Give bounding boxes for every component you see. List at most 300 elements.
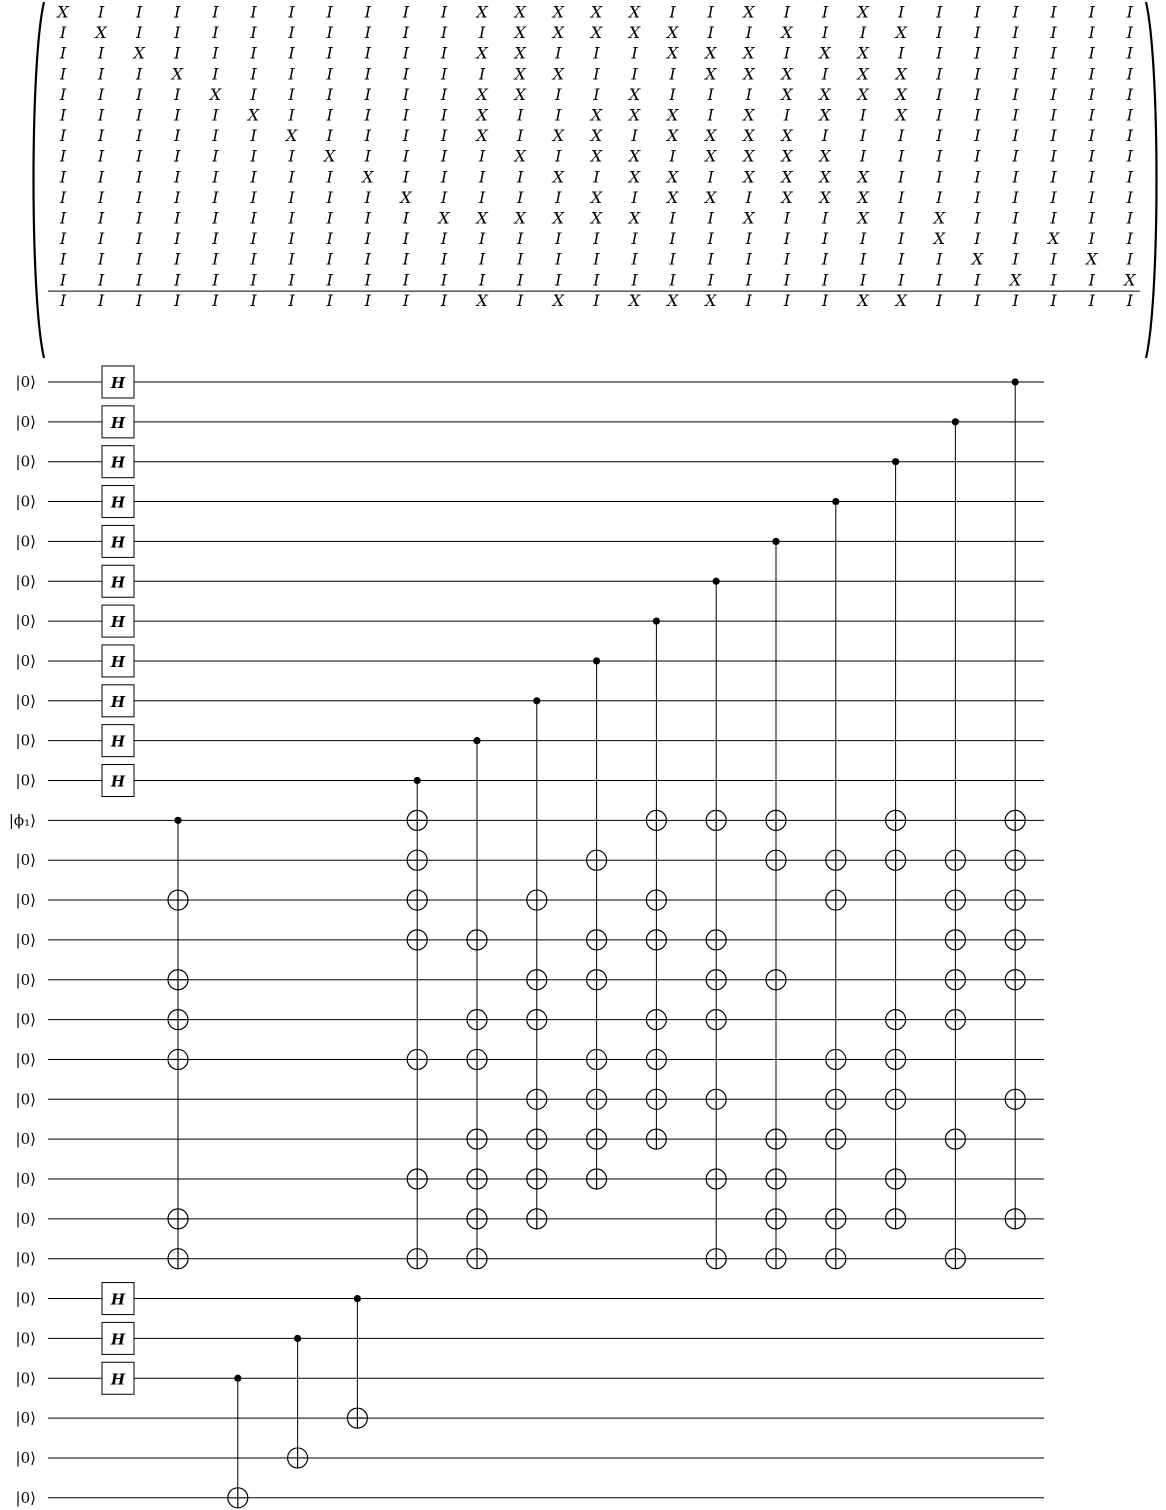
matrix-entry: I [440, 249, 448, 269]
matrix-entry: I [707, 270, 714, 290]
target-xor [945, 890, 965, 910]
matrix-entry: I [136, 146, 143, 166]
matrix-entry: I [821, 2, 829, 22]
matrix-entry: I [402, 23, 410, 43]
matrix-entry: I [783, 208, 791, 228]
matrix-entry: I [59, 126, 67, 146]
matrix-entry: I [669, 146, 676, 166]
matrix-entry: I [212, 43, 219, 63]
matrix-entry: I [97, 270, 105, 290]
target-xor [706, 1010, 726, 1030]
matrix-entry: X [1047, 229, 1060, 249]
qubit-label: |0⟩ [15, 1448, 36, 1467]
matrix-entry: I [250, 187, 257, 207]
target-xor [527, 890, 547, 910]
matrix-entry: X [514, 84, 526, 104]
matrix-entry: I [1012, 167, 1019, 187]
target-xor [168, 1249, 188, 1269]
matrix-entry: X [628, 208, 641, 228]
target-xor [467, 930, 487, 950]
target-xor [587, 930, 607, 950]
matrix-entry: I [669, 64, 676, 84]
matrix-entry: I [288, 146, 295, 166]
matrix-entry: I [288, 43, 295, 63]
matrix-entry: X [552, 208, 564, 228]
matrix-entry: X [895, 23, 907, 43]
matrix-entry: X [400, 187, 412, 207]
matrix-entry: I [174, 187, 181, 207]
matrix-entry: I [326, 126, 333, 146]
matrix-entry: I [593, 43, 600, 63]
qubit-label: |0⟩ [15, 1329, 36, 1348]
matrix-entry: X [476, 2, 488, 22]
matrix-entry: X [476, 105, 488, 125]
target-xor [886, 1169, 906, 1189]
matrix-entry: I [707, 23, 714, 43]
target-xor [826, 890, 846, 910]
matrix-entry: I [936, 84, 943, 104]
control-dot [952, 418, 959, 425]
matrix-entry: I [250, 43, 257, 63]
matrix-entry: I [517, 290, 524, 310]
matrix-entry: I [859, 23, 867, 43]
hadamard-label: H [110, 1290, 126, 1309]
matrix-entry: I [1050, 146, 1057, 166]
matrix-entry: I [707, 84, 714, 104]
matrix-entry: X [476, 126, 488, 146]
matrix-entry: I [1012, 2, 1019, 22]
matrix-entry: I [821, 270, 829, 290]
matrix-entry: I [1126, 208, 1133, 228]
qubit-label: |0⟩ [15, 1488, 36, 1507]
matrix-entry: I [364, 105, 371, 125]
matrix-entry: I [364, 270, 371, 290]
matrix-entry: X [819, 146, 831, 166]
matrix-entry: I [174, 146, 181, 166]
matrix-entry: I [97, 43, 105, 63]
hadamard-label: H [110, 374, 126, 392]
matrix-entry: I [555, 105, 562, 125]
matrix-entry: X [705, 146, 717, 166]
matrix-entry: I [745, 270, 752, 290]
matrix-entry: I [59, 105, 67, 125]
matrix-entry: I [974, 84, 981, 104]
matrix-entry: X [743, 2, 755, 22]
matrix-entry: I [1088, 167, 1095, 187]
matrix-entry: I [97, 126, 105, 146]
control-dot [713, 578, 720, 585]
matrix-entry: I [936, 105, 943, 125]
matrix-entry: X [705, 43, 717, 63]
matrix-entry: X [781, 126, 793, 146]
target-xor [407, 850, 427, 870]
matrix-entry: I [936, 290, 943, 310]
target-xor [407, 1049, 427, 1069]
matrix-entry: I [821, 249, 829, 269]
matrix-entry: I [974, 43, 981, 63]
target-xor [527, 1209, 547, 1229]
matrix-entry: I [136, 290, 143, 310]
target-xor [886, 810, 906, 830]
matrix-entry: I [936, 2, 943, 22]
matrix-entry: X [324, 146, 336, 166]
matrix-entry: I [517, 105, 524, 125]
target-xor [826, 1209, 846, 1229]
matrix-entry: I [250, 249, 257, 269]
matrix-entry: I [250, 208, 257, 228]
matrix-entry: X [438, 208, 450, 228]
matrix-entry: I [440, 187, 448, 207]
matrix-entry: X [628, 290, 641, 310]
matrix-entry: I [707, 2, 714, 22]
matrix-entry: I [631, 126, 638, 146]
matrix-entry: I [402, 126, 410, 146]
matrix-entry: I [936, 167, 943, 187]
matrix-entry: X [552, 290, 564, 310]
matrix-entry: I [593, 270, 600, 290]
matrix-entry: I [364, 84, 371, 104]
matrix-entry: I [59, 64, 67, 84]
target-xor [766, 1129, 786, 1149]
matrix-entry: X [819, 84, 831, 104]
matrix-entry: X [743, 126, 755, 146]
matrix-entry: I [97, 64, 105, 84]
matrix-entry: I [326, 249, 333, 269]
matrix-entry: I [859, 105, 867, 125]
matrix-entry: X [514, 43, 526, 63]
matrix-entry: I [326, 290, 333, 310]
target-xor [467, 1010, 487, 1030]
target-xor [945, 1129, 965, 1149]
matrix-entry: I [1050, 249, 1057, 269]
matrix-entry: I [212, 23, 219, 43]
matrix-entry: I [97, 290, 105, 310]
matrix-entry: I [898, 229, 905, 249]
target-xor [826, 1129, 846, 1149]
matrix-entry: I [1050, 43, 1057, 63]
matrix-entry: I [936, 270, 943, 290]
matrix-entry: X [590, 208, 603, 228]
matrix-entry: I [212, 146, 219, 166]
matrix-entry: I [478, 270, 486, 290]
matrix-entry: I [517, 229, 524, 249]
matrix-entry: I [1126, 2, 1133, 22]
matrix-entry: I [821, 229, 829, 249]
qubit-label: |0⟩ [15, 771, 36, 790]
matrix-entry: I [212, 187, 219, 207]
matrix-entry: I [898, 2, 905, 22]
matrix-entry: I [478, 23, 486, 43]
matrix-entry: X [628, 105, 641, 125]
matrix-entry: I [440, 23, 448, 43]
matrix-entry: I [59, 249, 67, 269]
matrix-entry: I [250, 146, 257, 166]
matrix-entry: I [974, 229, 981, 249]
matrix-entry: I [288, 249, 295, 269]
matrix-entry: I [783, 105, 791, 125]
matrix-entry: X [819, 43, 831, 63]
target-xor [646, 1089, 666, 1109]
qubit-label: |0⟩ [15, 731, 36, 750]
matrix-entry: I [402, 105, 410, 125]
matrix-entry: I [364, 64, 371, 84]
matrix-entry: I [174, 167, 181, 187]
qubit-label: |0⟩ [15, 1369, 36, 1388]
target-xor [467, 1129, 487, 1149]
matrix-entry: I [1050, 64, 1057, 84]
matrix-entry: I [136, 2, 143, 22]
matrix-entry: I [593, 229, 600, 249]
matrix-entry: X [628, 84, 641, 104]
target-xor [646, 890, 666, 910]
qubit-label: |0⟩ [15, 1409, 36, 1428]
matrix-entry: I [97, 146, 105, 166]
hadamard-label: H [110, 1370, 126, 1389]
matrix-entry: I [288, 290, 295, 310]
qubit-label: |0⟩ [15, 532, 36, 551]
hadamard-label: H [110, 493, 126, 512]
matrix-entry: I [212, 208, 219, 228]
matrix-entry: I [250, 167, 257, 187]
matrix-entry: I [136, 167, 143, 187]
matrix-entry: I [1126, 126, 1133, 146]
matrix-entry: I [1126, 290, 1133, 310]
matrix-entry: I [1126, 187, 1133, 207]
matrix-entry: I [136, 84, 143, 104]
matrix-entry: I [326, 23, 333, 43]
matrix-entry: I [212, 229, 219, 249]
qubit-label: |0⟩ [15, 970, 36, 989]
matrix-entry: X [552, 126, 564, 146]
hadamard-label: H [110, 692, 126, 711]
target-xor [766, 1169, 786, 1189]
target-xor [766, 850, 786, 870]
matrix-entry: I [1088, 229, 1095, 249]
matrix-entry: I [517, 270, 524, 290]
matrix-entry: X [857, 64, 869, 84]
target-xor [706, 1169, 726, 1189]
matrix-entry: X [895, 64, 907, 84]
matrix-entry: I [288, 64, 295, 84]
matrix-entry: I [859, 249, 867, 269]
control-dot [533, 697, 540, 704]
matrix-entry: I [631, 270, 638, 290]
hadamard-label: H [110, 1330, 126, 1349]
matrix-entry: I [821, 208, 829, 228]
matrix-entry: I [326, 43, 333, 63]
matrix-entry: I [1126, 229, 1133, 249]
matrix-entry: X [666, 126, 679, 146]
matrix-entry: I [593, 249, 600, 269]
matrix-entry: I [707, 167, 714, 187]
matrix-entry: X [514, 64, 526, 84]
target-xor [407, 810, 427, 830]
matrix-entry: I [783, 43, 791, 63]
matrix-entry: I [859, 229, 867, 249]
matrix-entry: I [59, 290, 67, 310]
matrix-entry: I [250, 229, 257, 249]
hadamard-label: H [110, 453, 126, 472]
matrix-entry: I [250, 23, 257, 43]
matrix-entry: I [326, 64, 333, 84]
matrix-entry: I [402, 249, 410, 269]
matrix-entry: I [1012, 187, 1019, 207]
control-dot [653, 618, 660, 625]
qubit-label: |0⟩ [15, 1289, 36, 1308]
matrix-entry: I [364, 23, 371, 43]
target-xor [826, 1249, 846, 1269]
qubit-label: |0⟩ [15, 612, 36, 631]
matrix-entry: I [59, 146, 67, 166]
matrix-entry: X [171, 64, 183, 84]
qubit-label: |0⟩ [15, 1050, 36, 1069]
matrix-entry: I [478, 64, 486, 84]
matrix-entry: I [1012, 126, 1019, 146]
matrix-entry: I [1088, 64, 1095, 84]
hadamard-label: H [110, 573, 126, 592]
matrix-entry: X [590, 187, 603, 207]
matrix-entry: I [478, 187, 486, 207]
matrix-entry: I [402, 229, 410, 249]
matrix-entry: I [1012, 146, 1019, 166]
matrix-entry: I [402, 290, 410, 310]
matrix-entry: I [783, 290, 791, 310]
matrix-entry: I [288, 270, 295, 290]
matrix-entry: I [326, 84, 333, 104]
hadamard-label: H [110, 772, 126, 791]
matrix-entry: I [1050, 167, 1057, 187]
matrix-entry: I [364, 229, 371, 249]
matrix-entry: I [974, 290, 981, 310]
target-xor [826, 1049, 846, 1069]
matrix-entry: X [552, 167, 564, 187]
matrix-entry: I [364, 290, 371, 310]
matrix-entry: I [1088, 270, 1095, 290]
target-xor [527, 1129, 547, 1149]
matrix-entry: X [247, 105, 260, 125]
matrix-entry: I [250, 270, 257, 290]
matrix-entry: X [819, 187, 831, 207]
target-xor [945, 1010, 965, 1030]
matrix-entry: I [288, 208, 295, 228]
matrix-entry: I [326, 167, 333, 187]
matrix-entry: I [707, 249, 714, 269]
matrix-entry: I [288, 84, 295, 104]
matrix-entry: X [705, 187, 717, 207]
control-dot [772, 538, 779, 545]
target-xor [407, 930, 427, 950]
matrix-entry: I [898, 187, 905, 207]
matrix-entry: I [97, 229, 105, 249]
matrix-entry: I [59, 229, 67, 249]
matrix-entry: I [783, 270, 791, 290]
matrix-entry: X [590, 23, 603, 43]
matrix-entry: I [440, 290, 448, 310]
matrix-entry: I [555, 84, 562, 104]
matrix-entry: I [212, 64, 219, 84]
matrix-entry: I [898, 208, 905, 228]
hadamard-label: H [110, 533, 126, 552]
target-xor [646, 1049, 666, 1069]
matrix-entry: I [288, 229, 295, 249]
matrix-entry: I [1012, 249, 1019, 269]
matrix-entry: I [1088, 290, 1095, 310]
matrix-entry: I [936, 43, 943, 63]
target-xor [168, 890, 188, 910]
matrix-entry: I [440, 146, 448, 166]
matrix-entry: X [514, 23, 526, 43]
matrix-entry: I [402, 64, 410, 84]
target-xor [407, 1169, 427, 1189]
matrix-entry: I [1088, 43, 1095, 63]
qubit-label: |0⟩ [15, 691, 36, 710]
matrix-entry: I [174, 208, 181, 228]
target-xor [587, 850, 607, 870]
control-dot [234, 1375, 241, 1382]
target-xor [706, 930, 726, 950]
matrix-entry: I [440, 229, 448, 249]
matrix-entry: X [743, 43, 755, 63]
matrix-entry: X [857, 84, 869, 104]
matrix-entry: X [476, 43, 488, 63]
matrix-entry: I [97, 249, 105, 269]
matrix-entry: X [781, 146, 793, 166]
matrix-entry: I [97, 2, 105, 22]
matrix-entry: I [555, 270, 562, 290]
matrix-entry: I [669, 84, 676, 104]
matrix-entry: I [440, 64, 448, 84]
matrix-entry: I [1126, 105, 1133, 125]
target-xor [646, 1010, 666, 1030]
matrix-entry: I [402, 146, 410, 166]
matrix-entry: I [250, 84, 257, 104]
matrix-entry: X [209, 84, 222, 104]
matrix-entry: X [590, 2, 603, 22]
qubit-label: |0⟩ [15, 1249, 36, 1268]
matrix-entry: I [669, 270, 676, 290]
matrix-entry: I [59, 270, 67, 290]
matrix-entry: X [285, 126, 298, 146]
matrix-entry: I [59, 43, 67, 63]
matrix-entry: I [936, 249, 943, 269]
qubit-label: |0⟩ [15, 1209, 36, 1228]
matrix-entry: X [628, 146, 641, 166]
matrix-entry: I [707, 229, 714, 249]
matrix-entry: I [250, 126, 257, 146]
matrix-entry: I [174, 290, 181, 310]
matrix-entry: X [1124, 270, 1136, 290]
matrix-entry: I [669, 2, 676, 22]
matrix-entry: I [174, 126, 181, 146]
matrix-entry: I [97, 167, 105, 187]
matrix-entry: X [514, 208, 526, 228]
matrix-entry: X [933, 229, 945, 249]
matrix-entry: I [936, 146, 943, 166]
matrix-entry: I [288, 23, 295, 43]
matrix-entry: X [857, 2, 869, 22]
matrix-entry: X [857, 167, 869, 187]
matrix-entry: X [628, 23, 641, 43]
matrix-entry: I [1050, 105, 1057, 125]
matrix-entry: I [974, 270, 981, 290]
matrix-entry: I [212, 167, 219, 187]
target-xor [527, 1089, 547, 1109]
matrix-entry: I [1012, 84, 1019, 104]
matrix-entry: I [898, 43, 905, 63]
matrix-entry: X [857, 187, 869, 207]
matrix-entry: I [669, 249, 676, 269]
matrix-entry: I [364, 43, 371, 63]
